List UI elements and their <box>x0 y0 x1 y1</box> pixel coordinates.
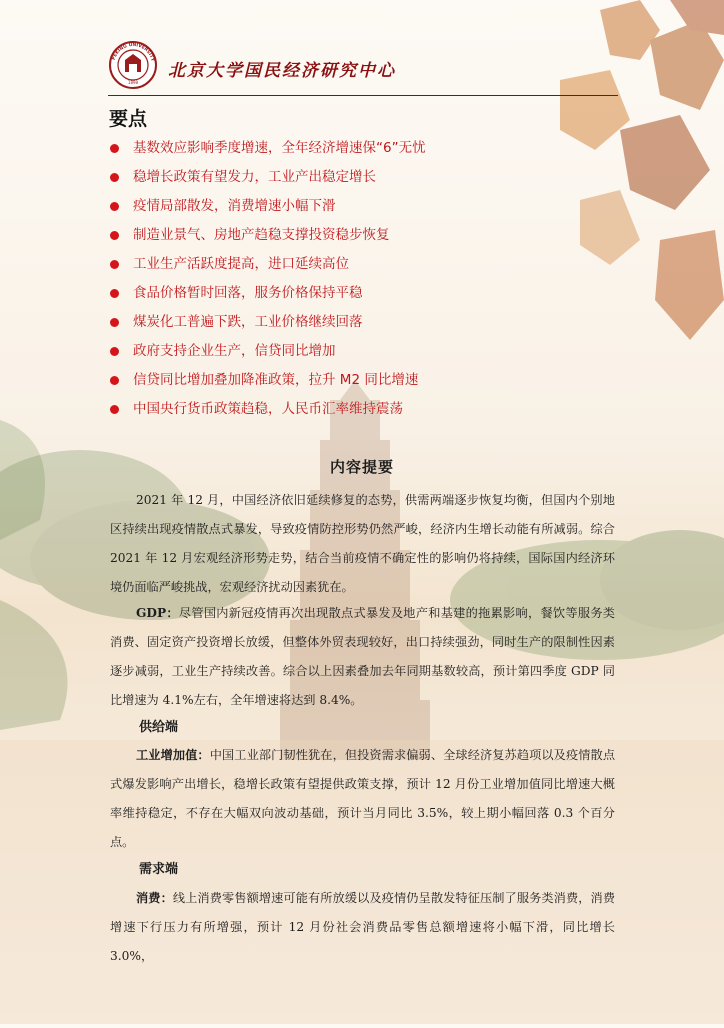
list-item: 基数效应影响季度增速，全年经济增速保“6”无忧 <box>110 137 426 166</box>
bullet-icon <box>110 347 119 356</box>
summary-paragraph-overview: 2021 年 12 月，中国经济依旧延续修复的态势，供需两端逐步恢复均衡，但国内个别地区持续出现疫情散点式暴发，导致疫情防控形势仍然严峻，经济内生增长动能有所减弱。综合 2021 年 12 月宏观经济形势走势，结合当前疫情不确定性的影响仍将持续，国际国内经济环境仍面临严峻挑战，宏观经济扰动因素犹在。 <box>110 493 615 594</box>
gdp-label: GDP： <box>136 606 179 620</box>
bullet-icon <box>110 405 119 414</box>
bullet-icon <box>110 376 119 385</box>
list-item: 政府支持企业生产，信贷同比增加 <box>110 340 426 369</box>
summary-paragraph-gdp <box>110 599 615 715</box>
list-item: 煤炭化工普遍下跌，工业价格继续回落 <box>110 311 426 340</box>
page-header <box>108 40 618 96</box>
summary-paragraph-consumption <box>110 884 615 971</box>
list-item: 食品价格暂时回落，服务价格保持平稳 <box>110 282 426 311</box>
key-points-list <box>110 137 426 427</box>
industrial-label: 工业增加值： <box>136 748 210 762</box>
summary-title: 内容提要 <box>329 458 394 476</box>
bullet-icon <box>110 202 119 211</box>
bullet-icon <box>110 318 119 327</box>
summary-paragraph-industrial <box>110 741 615 857</box>
gdp-text: 尽管国内新冠疫情再次出现散点式暴发及地产和基建的拖累影响，餐饮等服务类消费、固定资产投资增长放缓，但整体外贸表现较好，出口持续强劲，同时生产的限制性因素逐步减弱，工业生产持续改善。综合以上因素叠加去年同期基数较高，预计第四季度 GDP 同比增速为 4.1%左右，全年增速将达到 8.4%。 <box>110 606 615 707</box>
list-item: 稳增长政策有望发力，工业产出稳定增长 <box>110 166 426 195</box>
svg-text:PEKING UNIVERSITY: PEKING UNIVERSITY <box>111 42 155 63</box>
consumption-text: 线上消费零售额增速可能有所放缓以及疫情仍呈散发特征压制了服务类消费，消费增速下行压力有所增强，预计 12 月份社会消费品零售总额增速将小幅下滑，同比增长 3.0%， <box>110 891 616 963</box>
list-item: 中国央行货币政策趋稳，人民币汇率维持震荡 <box>110 398 426 427</box>
demand-side-heading: 需求端 <box>139 862 179 877</box>
consumption-label: 消费： <box>136 891 173 905</box>
list-item: 制造业景气、房地产趋稳支撑投资稳步恢复 <box>110 224 426 253</box>
bullet-icon <box>110 260 119 269</box>
bullet-icon <box>110 289 119 298</box>
key-points-title: 要点 <box>109 108 148 130</box>
bullet-icon <box>110 173 119 182</box>
list-item: 信贷同比增加叠加降准政策，拉升 M2 同比增速 <box>110 369 426 398</box>
bullet-icon <box>110 144 119 153</box>
header-divider <box>108 95 618 96</box>
organization-name: 北京大学国民经济研究中心 <box>168 61 396 81</box>
university-seal-logo <box>108 40 158 90</box>
bullet-icon <box>110 231 119 240</box>
list-item: 疫情局部散发，消费增速小幅下滑 <box>110 195 426 224</box>
supply-side-heading: 供给端 <box>139 720 179 735</box>
industrial-text: 中国工业部门韧性犹在，但投资需求偏弱、全球经济复苏趋项以及疫情散点式爆发影响产出增长，稳增长政策有望提供政策支撑，预计 12 月份工业增加值同比增速大概率维持稳定，不存在大幅双向波动基础，预计当月同比 3.5%，较上期小幅回落 0.3 个百分点。 <box>110 748 616 849</box>
list-item: 工业生产活跃度提高，进口延续高位 <box>110 253 426 282</box>
svg-text:1898: 1898 <box>127 80 139 85</box>
